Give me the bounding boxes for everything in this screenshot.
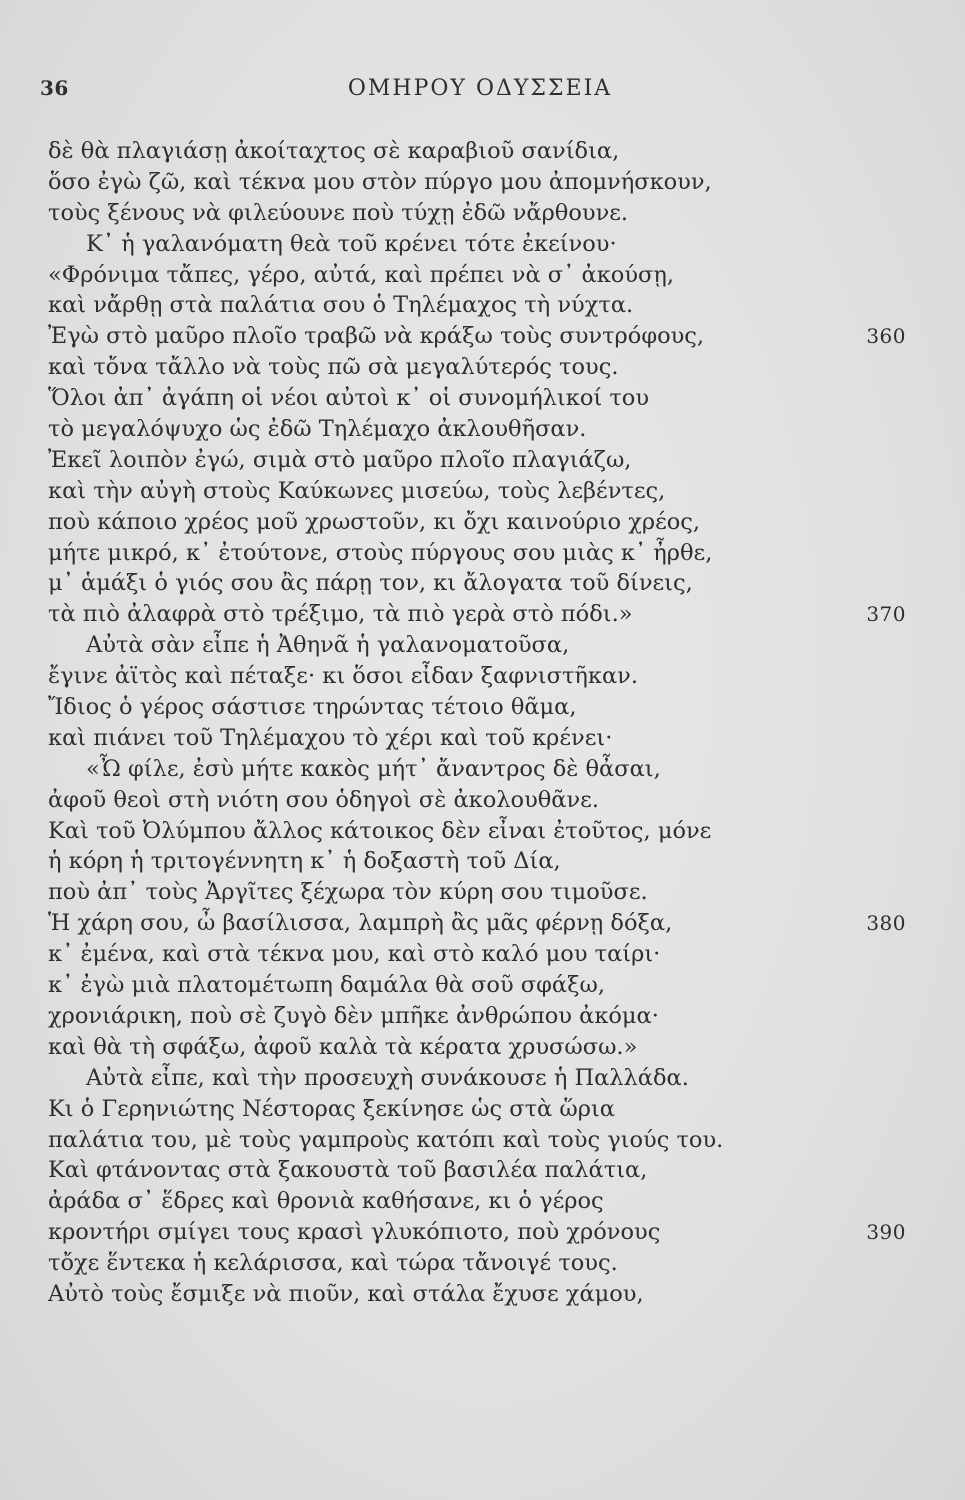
verse-line-text: Κι ὁ Γερηνιώτης Νέστορας ξεκίνησε ὡς στὰ ὥρια <box>48 1095 615 1122</box>
verse-line <box>48 1217 908 1248</box>
verse-line <box>48 846 908 877</box>
verse-line <box>48 785 908 816</box>
verse-line <box>48 507 908 538</box>
verse-line <box>48 290 908 321</box>
verse-line-text: Κ᾽ ἡ γαλανόματη θεὰ τοῦ κρένει τότε ἐκείνου· <box>86 230 617 257</box>
verse-line-text: ἔγινε ἀϊτὸς καὶ πέταξε· κι ὅσοι εἶδαν ξαφνιστῆκαν. <box>48 663 638 690</box>
verse-line <box>48 568 908 599</box>
line-number: 390 <box>866 1220 906 1245</box>
verse-line <box>48 630 908 661</box>
verse-line-text: ἀράδα σ᾽ ἕδρες καὶ θρονιὰ καθήσανε, κι ὁ γέρος <box>48 1188 604 1215</box>
verse-line <box>48 1155 908 1186</box>
verse-line-text: κ᾽ ἐγὼ μιὰ πλατομέτωπη δαμάλα θὰ σοῦ σφάξω, <box>48 972 605 999</box>
verse-line-text: Αὐτὸ τοὺς ἔσμιξε νὰ πιοῦν, καὶ στάλα ἔχυσε χάμου, <box>48 1280 644 1307</box>
verse-line <box>48 538 908 569</box>
verse-line-text: ὅσο ἐγὼ ζῶ, καὶ τέκνα μου στὸν πύργο μου ἀπομνήσκουν, <box>48 168 712 195</box>
verse-line-text: Ἐγὼ στὸ μαῦρο πλοῖο τραβῶ νὰ κράξω τοὺς συντρόφους, <box>48 323 705 350</box>
page-number: 36 <box>40 76 69 100</box>
verse-line <box>48 754 908 785</box>
verse-line <box>48 692 908 723</box>
verse-line-text: Αὐτὰ εἶπε, καὶ τὴν προσευχὴ συνάκουσε ἡ Παλλάδα. <box>86 1064 689 1091</box>
verse-line <box>48 260 908 291</box>
verse-line-text: καὶ θὰ τὴ σφάξω, ἀφοῦ καλὰ τὰ κέρατα χρυσώσω.» <box>48 1033 638 1060</box>
verse-line-text: δὲ θὰ πλαγιάσῃ ἀκοίταχτος σὲ καραβιοῦ σανίδια, <box>48 138 620 164</box>
verse-line-text: κροντήρι σμίγει τους κρασὶ γλυκόπιοτο, ποὺ χρόνους <box>48 1219 661 1246</box>
page-header <box>40 76 920 106</box>
verse-line <box>48 599 908 630</box>
verse-line-text: παλάτια του, μὲ τοὺς γαμπροὺς κατόπι καὶ τοὺς γιούς του. <box>48 1126 724 1153</box>
verse-line-text: ἡ κόρη ἡ τριτογέννητη κ᾽ ἡ δοξαστὴ τοῦ Δία, <box>48 848 561 875</box>
verse-line <box>48 816 908 847</box>
verse-line <box>48 198 908 229</box>
verse-line-text: τὰ πιὸ ἀλαφρὰ στὸ τρέξιμο, τὰ πιὸ γερὰ στὸ πόδι.» <box>48 601 633 628</box>
verse-line-text: Ὅλοι ἀπ᾽ ἀγάπη οἱ νέοι αὐτοὶ κ᾽ οἱ συνομήλικοί του <box>48 385 650 412</box>
verse-line-text: Καὶ τοῦ Ὀλύμπου ἄλλος κάτοικος δὲν εἶναι ἐτοῦτος, μόνε <box>48 817 712 844</box>
verse-line <box>48 661 908 692</box>
line-number: 370 <box>866 602 906 627</box>
verse-line-text: χρονιάρικη, ποὺ σὲ ζυγὸ δὲν μπῆκε ἀνθρώπου ἀκόμα· <box>48 1002 659 1029</box>
verse-line <box>48 1094 908 1125</box>
verse-line <box>48 908 908 939</box>
verse-line-text: Ἐκεῖ λοιπὸν ἐγώ, σιμὰ στὸ μαῦρο πλοῖο πλαγιάζω, <box>48 446 632 473</box>
verse-line <box>48 383 908 414</box>
line-number: 380 <box>866 911 906 936</box>
verse-line <box>48 229 908 260</box>
verse-line <box>48 476 908 507</box>
verse-line-text: ἀφοῦ θεοὶ στὴ νιότη σου ὁδηγοὶ σὲ ἀκολουθᾶνε. <box>48 786 599 813</box>
verse-line <box>48 352 908 383</box>
verse-line-text: Καὶ φτάνοντας στὰ ξακουστὰ τοῦ βασιλέα παλάτια, <box>48 1157 648 1184</box>
verse-line <box>48 877 908 908</box>
verse-line <box>48 723 908 754</box>
running-title: ΟΜΗΡΟΥ ΟΔΥΣΣΕΙΑ <box>347 76 613 101</box>
verse-line-text: καὶ τὴν αὐγὴ στοὺς Καύκωνες μισεύω, τοὺς λεβέντες, <box>48 477 666 504</box>
verse-line <box>48 1186 908 1217</box>
verse-line-text: μ᾽ ἁμάξι ὁ γιός σου ἂς πάρῃ τον, κι ἄλογατα τοῦ δίνεις, <box>48 570 693 597</box>
verse-line <box>48 414 908 445</box>
line-number: 360 <box>866 324 906 349</box>
verse-line <box>48 1032 908 1063</box>
verse-line <box>48 970 908 1001</box>
verse-line-text: Αὐτὰ σὰν εἶπε ἡ Ἀθηνᾶ ἡ γαλανοματοῦσα, <box>86 632 570 659</box>
verse-line-text: «Ὦ φίλε, ἐσὺ μήτε κακὸς μήτ᾽ ἄναντρος δὲ θἆσαι, <box>86 755 661 782</box>
verse-line <box>48 321 908 352</box>
verse-line-text: καὶ νἄρθῃ στὰ παλάτια σου ὁ Τηλέμαχος τὴ νύχτα. <box>48 292 634 319</box>
verse-line <box>48 445 908 476</box>
verse-line-text: ποὺ κάποιο χρέος μοῦ χρωστοῦν, κι ὄχι καινούριο χρέος, <box>48 508 701 535</box>
verse-line <box>48 1001 908 1032</box>
verse-line-text: Ἴδιος ὁ γέρος σάστισε τηρώντας τέτοιο θᾶμα, <box>48 694 577 721</box>
verse-line <box>48 939 908 970</box>
verse-line <box>48 1125 908 1156</box>
verse-line-text: Ἡ χάρη σου, ὦ βασίλισσα, λαμπρὴ ἂς μᾶς φέρνῃ δόξα, <box>48 910 673 937</box>
verse-line <box>48 167 908 198</box>
verse-line-text: κ᾽ ἐμένα, καὶ στὰ τέκνα μου, καὶ στὸ καλό μου ταίρι· <box>48 941 661 968</box>
verse-text <box>48 136 908 1310</box>
verse-line <box>48 1248 908 1279</box>
verse-line <box>48 1279 908 1310</box>
verse-line-text: τὄχε ἕντεκα ἡ κελάρισσα, καὶ τώρα τἄνοιγέ τους. <box>48 1250 618 1277</box>
verse-line-text: «Φρόνιμα τἄπες, γέρο, αὐτά, καὶ πρέπει νὰ σ᾽ ἀκούσῃ, <box>48 261 675 288</box>
verse-line-text: ποὺ ἀπ᾽ τοὺς Ἀργῖτες ξέχωρα τὸν κύρη σου τιμοῦσε. <box>48 879 648 906</box>
verse-line-text: μήτε μικρό, κ᾽ ἐτούτονε, στοὺς πύργους σου μιὰς κ᾽ ἦρθε, <box>48 539 713 566</box>
verse-line-text: τὸ μεγαλόψυχο ὡς ἐδῶ Τηλέμαχο ἀκλουθῆσαν. <box>48 416 587 443</box>
verse-line-text: καὶ πιάνει τοῦ Τηλέμαχου τὸ χέρι καὶ τοῦ κρένει· <box>48 724 613 751</box>
verse-line <box>48 136 908 167</box>
verse-line-text: καὶ τὄνα τἄλλο νὰ τοὺς πῶ σὰ μεγαλύτερός τους. <box>48 354 619 381</box>
verse-line-text: τοὺς ξένους νὰ φιλεύουνε ποὺ τύχῃ ἐδῶ νἄρθουνε. <box>48 199 629 226</box>
verse-line <box>48 1063 908 1094</box>
